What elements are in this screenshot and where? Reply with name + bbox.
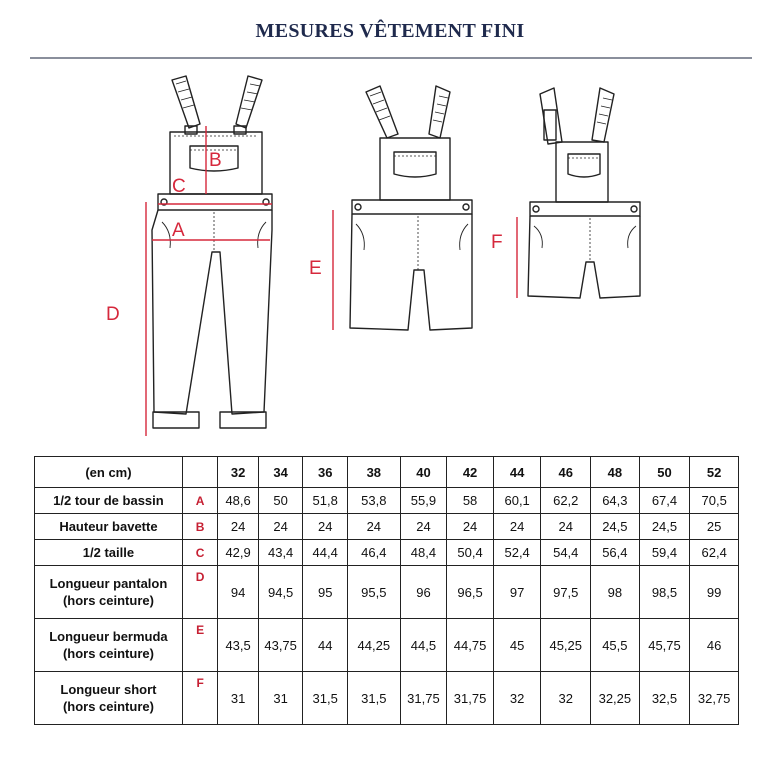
table-cell: 60,1	[493, 488, 541, 514]
table-cell: 31	[258, 672, 303, 725]
table-cell: 44,25	[347, 619, 400, 672]
table-cell: 98,5	[639, 566, 690, 619]
measurement-markers-trousers	[146, 126, 272, 436]
table-cell: 24	[493, 514, 541, 540]
table-cell: 99	[690, 566, 739, 619]
table-cell: 48,6	[218, 488, 259, 514]
header-unit: (en cm)	[35, 457, 183, 488]
header-size: 42	[447, 457, 494, 488]
table-cell: 46,4	[347, 540, 400, 566]
table-cell: 50,4	[447, 540, 494, 566]
header-size: 34	[258, 457, 303, 488]
table-cell: 31,75	[400, 672, 447, 725]
table-cell: 54,4	[541, 540, 591, 566]
table-cell: 44	[303, 619, 348, 672]
table-cell: 56,4	[591, 540, 640, 566]
table-cell: 96,5	[447, 566, 494, 619]
table-cell: 70,5	[690, 488, 739, 514]
table-cell: 95,5	[347, 566, 400, 619]
table-row	[35, 488, 739, 514]
table-cell: 24	[218, 514, 259, 540]
row-label	[35, 540, 183, 566]
table-cell: 31,75	[447, 672, 494, 725]
table-row	[35, 566, 739, 619]
header-size: 38	[347, 457, 400, 488]
table-cell: 46	[690, 619, 739, 672]
table-cell: 94	[218, 566, 259, 619]
row-label-line: Hauteur bavette	[59, 519, 158, 534]
row-label-line: Longueur short	[60, 682, 157, 697]
row-label-sub: (hors ceinture)	[62, 646, 154, 661]
table-cell: 31	[218, 672, 259, 725]
header-size: 40	[400, 457, 447, 488]
table-cell: 50	[258, 488, 303, 514]
label-e: E	[309, 258, 322, 279]
header-size: 32	[218, 457, 259, 488]
table-row	[35, 619, 739, 672]
row-label	[35, 566, 183, 619]
table-cell: 24	[447, 514, 494, 540]
row-label-sub: (hors ceinture)	[62, 593, 154, 608]
table-cell: 43,75	[258, 619, 303, 672]
row-code: D	[182, 566, 217, 619]
table-cell: 96	[400, 566, 447, 619]
row-code: E	[182, 619, 217, 672]
table-cell: 25	[690, 514, 739, 540]
row-label-line: 1/2 taille	[82, 545, 135, 560]
table-cell: 24	[541, 514, 591, 540]
row-label-line: Longueur pantalon	[49, 576, 168, 591]
table-cell: 98	[591, 566, 640, 619]
table-cell: 32,25	[591, 672, 640, 725]
table-cell: 32	[541, 672, 591, 725]
dungaree-short-drawing	[528, 88, 640, 298]
header-size: 52	[690, 457, 739, 488]
header-size: 46	[541, 457, 591, 488]
table-cell: 44,4	[303, 540, 348, 566]
table-cell: 32,75	[690, 672, 739, 725]
row-code: A	[182, 488, 217, 514]
table-cell: 31,5	[347, 672, 400, 725]
size-chart-table	[34, 456, 739, 725]
label-f: F	[491, 232, 503, 253]
table-row	[35, 514, 739, 540]
row-label	[35, 514, 183, 540]
row-label-line: Longueur bermuda	[49, 629, 168, 644]
table-cell: 64,3	[591, 488, 640, 514]
table-cell: 67,4	[639, 488, 690, 514]
table-row	[35, 540, 739, 566]
table-cell: 62,2	[541, 488, 591, 514]
row-label	[35, 619, 183, 672]
table-cell: 24	[347, 514, 400, 540]
table-row	[35, 672, 739, 725]
table-cell: 32	[493, 672, 541, 725]
table-cell: 94,5	[258, 566, 303, 619]
garment-illustrations	[0, 62, 780, 448]
table-cell: 24,5	[639, 514, 690, 540]
table-header-row	[35, 457, 739, 488]
row-code: C	[182, 540, 217, 566]
table-cell: 43,5	[218, 619, 259, 672]
title-divider	[30, 57, 752, 59]
label-b: B	[209, 150, 222, 171]
table-cell: 42,9	[218, 540, 259, 566]
table-cell: 95	[303, 566, 348, 619]
table-cell: 45,5	[591, 619, 640, 672]
table-cell: 32,5	[639, 672, 690, 725]
table-cell: 45,25	[541, 619, 591, 672]
page-title: MESURES VÊTEMENT FINI	[255, 20, 525, 42]
table-cell: 24	[258, 514, 303, 540]
header-size: 50	[639, 457, 690, 488]
table-cell: 24,5	[591, 514, 640, 540]
table-cell: 97	[493, 566, 541, 619]
table-cell: 58	[447, 488, 494, 514]
table-cell: 45,75	[639, 619, 690, 672]
table-cell: 55,9	[400, 488, 447, 514]
table-cell: 24	[400, 514, 447, 540]
row-label	[35, 672, 183, 725]
label-a: A	[172, 220, 185, 241]
table-cell: 51,8	[303, 488, 348, 514]
row-label-sub: (hors ceinture)	[62, 699, 154, 714]
table-cell: 44,75	[447, 619, 494, 672]
table-cell: 53,8	[347, 488, 400, 514]
label-d: D	[106, 304, 120, 325]
table-cell: 31,5	[303, 672, 348, 725]
row-code: B	[182, 514, 217, 540]
table-cell: 48,4	[400, 540, 447, 566]
label-c: C	[172, 176, 186, 197]
header-size: 48	[591, 457, 640, 488]
row-label	[35, 488, 183, 514]
table-cell: 45	[493, 619, 541, 672]
header-size: 44	[493, 457, 541, 488]
dungaree-trousers-drawing	[152, 76, 272, 428]
row-label-line: 1/2 tour de bassin	[53, 493, 164, 508]
header-size: 36	[303, 457, 348, 488]
table-cell: 97,5	[541, 566, 591, 619]
table-cell: 24	[303, 514, 348, 540]
dungaree-bermuda-drawing	[350, 86, 472, 330]
table-cell: 52,4	[493, 540, 541, 566]
table-cell: 43,4	[258, 540, 303, 566]
header-code	[182, 457, 217, 488]
table-cell: 44,5	[400, 619, 447, 672]
row-code: F	[182, 672, 217, 725]
table-cell: 62,4	[690, 540, 739, 566]
table-cell: 59,4	[639, 540, 690, 566]
